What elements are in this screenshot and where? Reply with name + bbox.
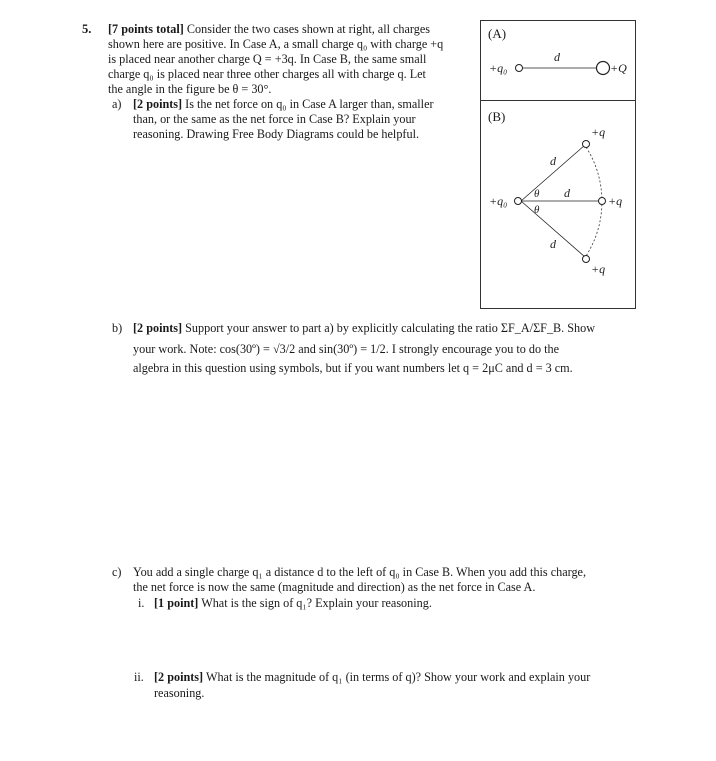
case-b-q0-label: +q₀ <box>489 194 508 208</box>
intro-line-3: is placed near another charge Q = +3q. In Case B, the same small <box>108 52 427 66</box>
case-b-theta-upper: θ <box>534 188 540 200</box>
case-a-Q-charge <box>597 62 610 75</box>
case-b-label: (B) <box>488 109 506 124</box>
case-a-label: (A) <box>488 26 507 41</box>
case-a-d-label: d <box>554 50 560 64</box>
part-b-label: b) <box>112 321 123 335</box>
part-b-line-3: algebra in this question using symbols, but if you want numbers let q = 2μC and d = 3 cm. <box>133 361 573 375</box>
case-b-diagram <box>481 101 635 308</box>
problem-number: 5. <box>82 22 92 36</box>
case-a-diagram <box>481 21 635 101</box>
case-b-top-label: +q <box>591 125 606 139</box>
case-b-q0-charge <box>515 198 522 205</box>
part-c-ii-line-1 <box>154 670 590 685</box>
part-c-ii-label: ii. <box>134 670 144 684</box>
case-b-bottom-charge <box>583 256 590 263</box>
case-b-theta-lower: θ <box>534 204 540 216</box>
case-b-top-charge <box>583 141 590 148</box>
part-a-line-1 <box>133 97 434 112</box>
case-b-middle-label: +q <box>608 194 623 208</box>
part-a-points: [2 points] <box>133 97 183 111</box>
part-b-points: [2 points] <box>133 321 183 335</box>
case-b-bottom-label: +q <box>591 262 606 276</box>
total-points: [7 points total] <box>108 22 184 36</box>
part-a-text-1: Is the net force on q₀ in Case A larger than, smaller <box>185 97 434 111</box>
case-b-d-top: d <box>550 154 556 168</box>
part-c-line-1: You add a single charge q₁ a distance d to the left of q₀ in Case B. When you add this charge, <box>133 565 587 579</box>
part-c-line-2: the net force is now the same (magnitude and direction) as the net force in Case A. <box>133 580 536 594</box>
part-c-ii-line-2: reasoning. <box>154 686 205 700</box>
case-a-Q-label: +Q <box>610 61 627 75</box>
part-c-ii-text-1: What is the magnitude of q₁ (in terms of q)? Show your work and explain your <box>205 670 591 684</box>
case-a-panel <box>480 20 636 102</box>
part-c-ii-points: [2 points] <box>154 670 204 684</box>
intro-line-2: shown here are positive. In Case A, a small charge q₀ with charge +q <box>108 37 444 51</box>
part-b-line-2: your work. Note: cos(30º) = √3/2 and sin(30º) = 1/2. I strongly encourage you to do the <box>133 342 560 356</box>
case-b-d-bottom: d <box>550 237 556 251</box>
part-a-label: a) <box>112 97 122 111</box>
case-a-q0-label: +q₀ <box>489 61 508 75</box>
part-c-label: c) <box>112 565 122 579</box>
case-b-panel <box>480 100 636 309</box>
case-b-d-middle: d <box>564 186 570 200</box>
part-c-i-points: [1 point] <box>154 596 199 610</box>
part-c-i-label: i. <box>138 596 145 610</box>
intro-line-4: charge q₀ is placed near three other charges all with charge q. Let <box>108 67 426 81</box>
part-c-i-text: What is the sign of q₁? Explain your reasoning. <box>201 596 432 610</box>
part-a-line-2: than, or the same as the net force in Case B? Explain your <box>133 112 416 126</box>
part-b-text-1: Support your answer to part a) by explicitly calculating the ratio ΣF_A/ΣF_B. Show <box>185 321 596 335</box>
intro-text-1: Consider the two cases shown at right, all charges <box>186 22 431 36</box>
part-a-line-3: reasoning. Drawing Free Body Diagrams could be helpful. <box>133 127 419 141</box>
case-b-middle-charge <box>599 198 606 205</box>
part-c-i-line <box>154 596 432 611</box>
intro-line-1 <box>108 22 430 37</box>
part-b-line-1 <box>133 321 595 336</box>
intro-line-5: the angle in the figure be θ = 30°. <box>108 82 272 96</box>
case-a-q0-charge <box>516 65 523 72</box>
